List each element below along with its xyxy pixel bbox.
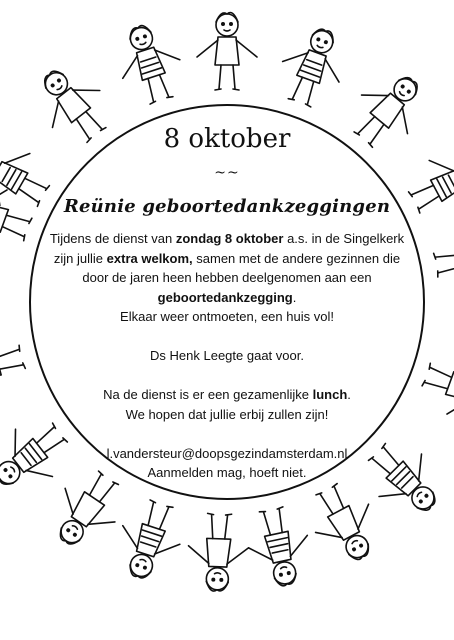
text-run: Tijdens de dienst van bbox=[49, 231, 176, 246]
text-run: Na de dienst is er een gezamenlijke bbox=[103, 387, 313, 402]
lunch-line bbox=[45, 385, 409, 405]
text-run: . bbox=[347, 387, 351, 402]
contact-email: l.vandersteur@doopsgezindamsterdam.nl bbox=[106, 445, 348, 461]
invitation-tagline: Elkaar weer ontmoeten, een huis vol! bbox=[120, 309, 334, 324]
flyer-body bbox=[45, 229, 409, 483]
hope-line: We hopen dat jullie erbij zullen zijn! bbox=[125, 406, 329, 422]
pastor-line: Ds Henk Leegte gaat voor. bbox=[150, 348, 304, 363]
text-run: samen met de andere gezinnen die door de jaren heen hebben deelgenomen aan een bbox=[82, 250, 401, 285]
bold-welcome: extra welkom, bbox=[106, 250, 193, 266]
text-run: a.s. in de Singelkerk zijn jullie bbox=[53, 231, 405, 266]
event-title: Reünie geboortedankzeggingen bbox=[63, 196, 391, 217]
separator: ~~ bbox=[214, 165, 240, 181]
contact-note: Aanmelden mag, hoeft niet. bbox=[147, 465, 307, 480]
bold-geboortedankzegging: geboortedankzegging bbox=[157, 289, 293, 305]
text-run: . bbox=[292, 289, 297, 305]
invitation-paragraph bbox=[45, 229, 409, 307]
bold-lunch: lunch bbox=[312, 387, 348, 402]
bold-date: zondag 8 oktober bbox=[175, 231, 284, 246]
event-date: 8 oktober bbox=[163, 124, 291, 154]
